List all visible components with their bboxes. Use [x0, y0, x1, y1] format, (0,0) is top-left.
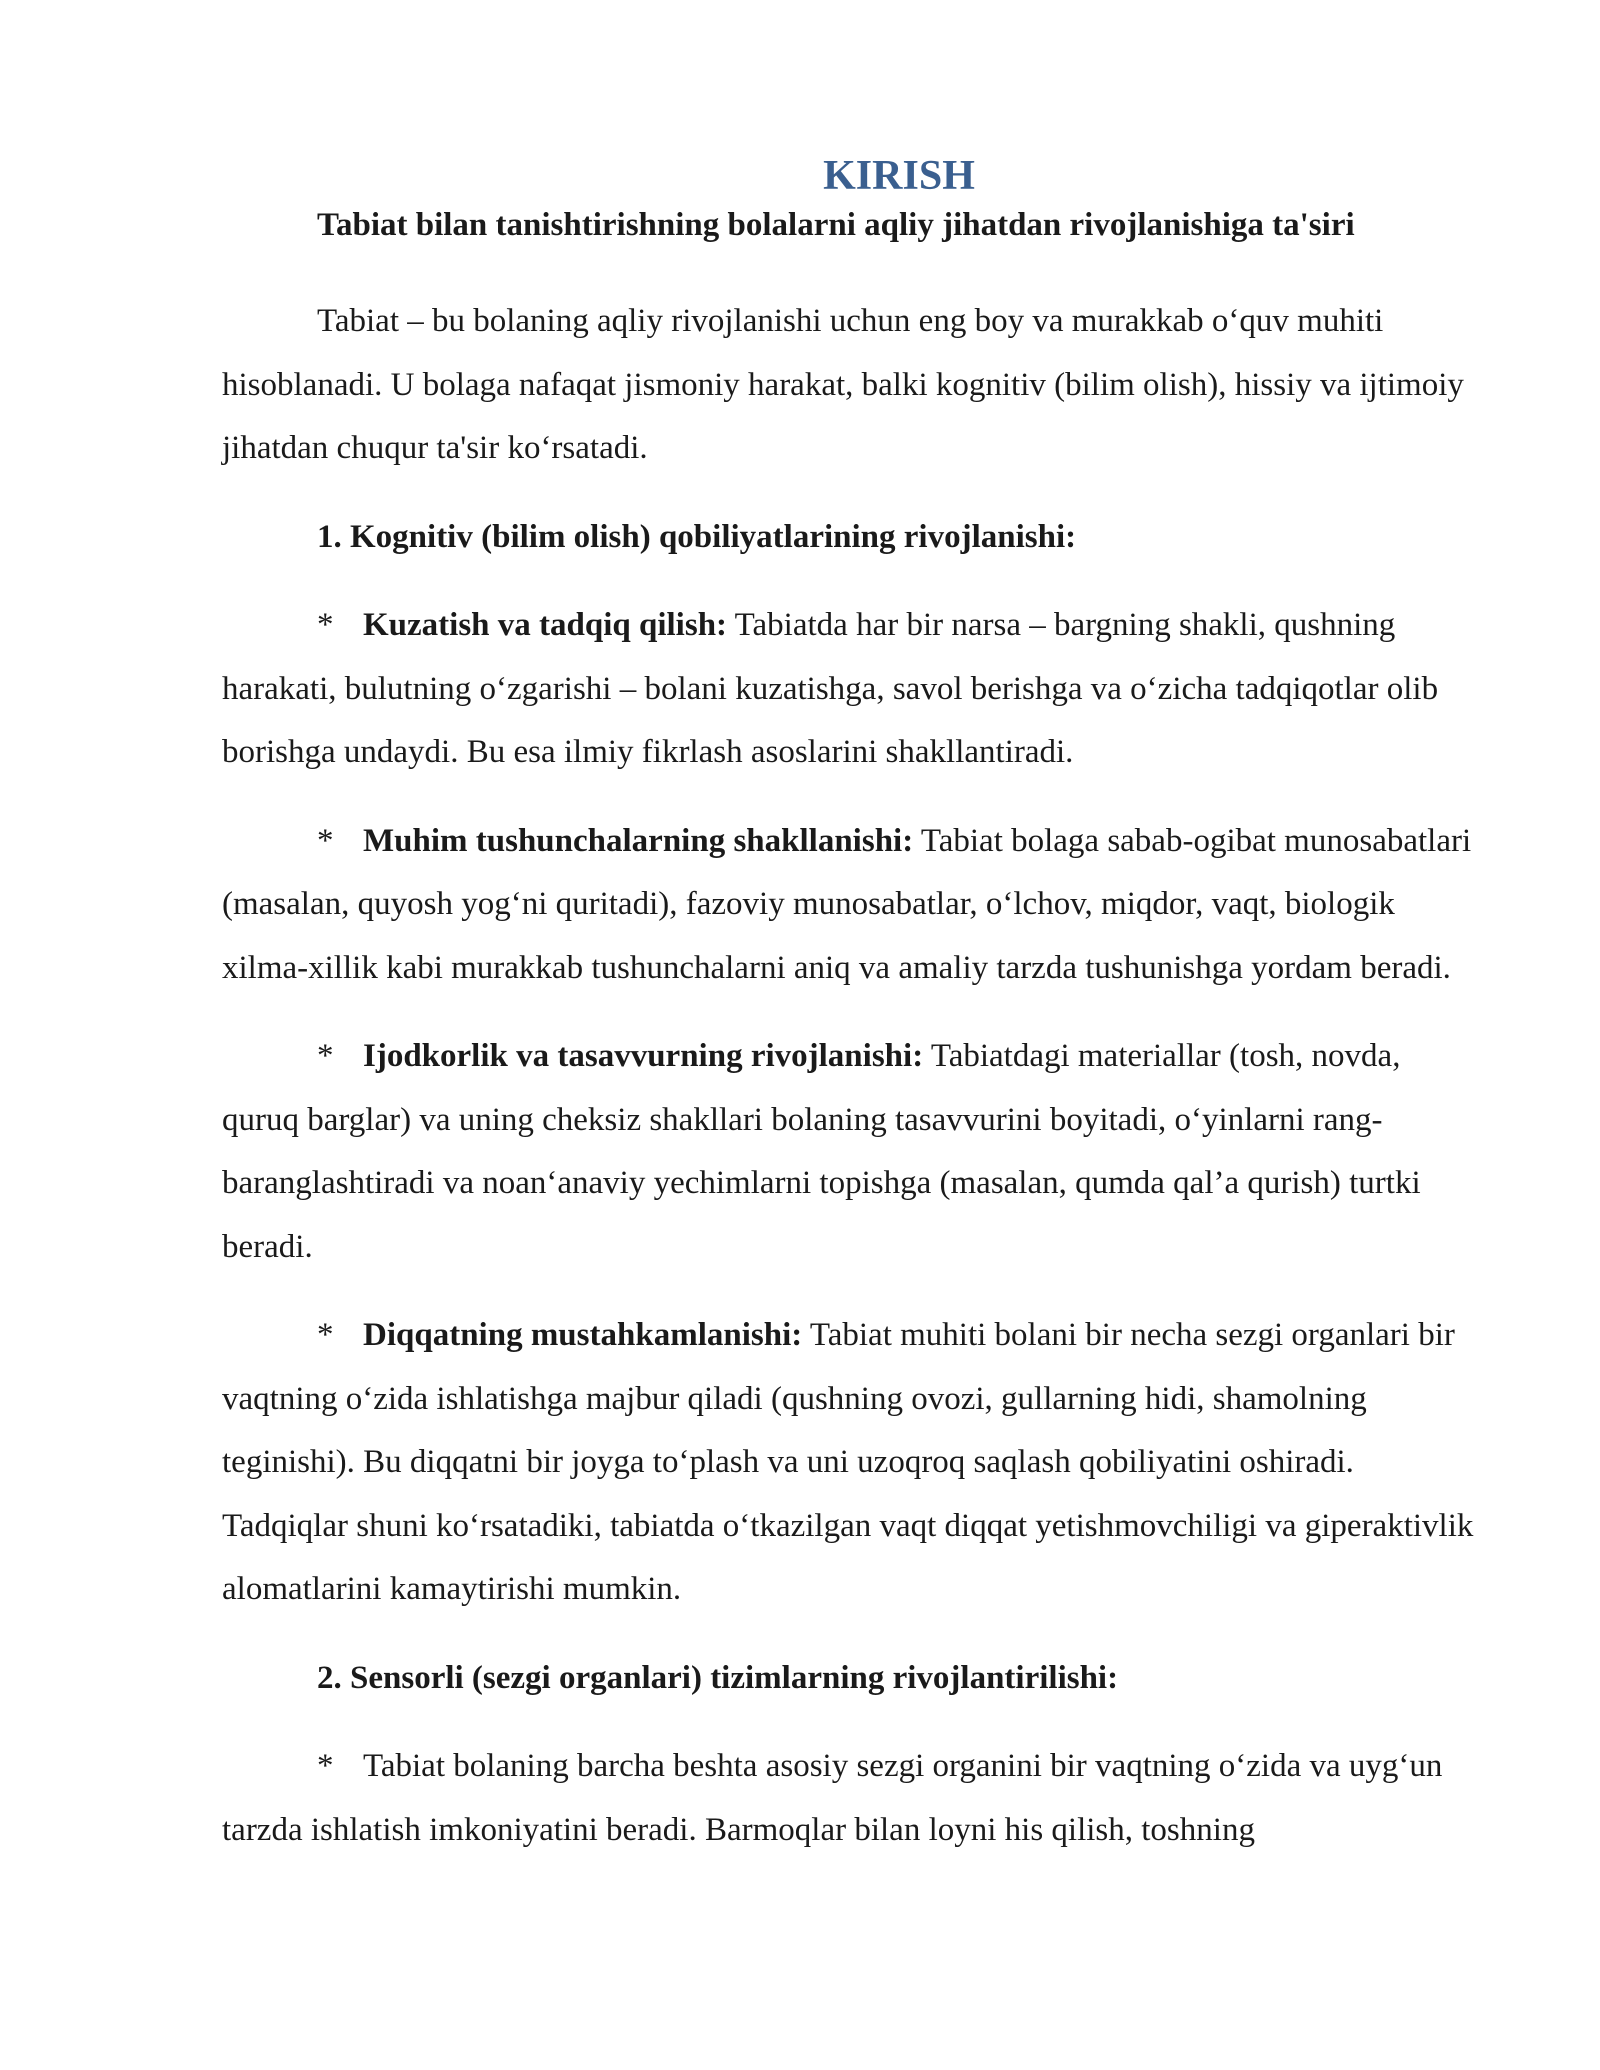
intro-paragraph: Tabiat – bu bolaning aqliy rivojlanishi uchun eng boy va murakkab o‘quv muhiti hisoblanadi. U bolaga nafaqat jismoniy harakat, balki kognitiv (bilim olish), hissiy va ijtimoiy jihatdan chuqur ta'sir ko‘rsatadi. — [222, 303, 1464, 466]
bullet-marker: * — [317, 822, 334, 859]
bullet-marker: * — [317, 1748, 334, 1784]
section-1-item-2 — [222, 810, 1484, 1001]
page-title: KIRISH — [823, 153, 975, 199]
item-term: Kuzatish va tadqiq qilish: — [363, 607, 728, 643]
section-1-item-3 — [222, 1025, 1484, 1279]
bullet-marker: * — [317, 1317, 334, 1353]
item-term: Muhim tushunchalarning shakllanishi: — [363, 822, 914, 859]
section-2-item-1 — [222, 1735, 1484, 1862]
item-term: Diqqatning mustahkamlanishi: — [363, 1317, 803, 1353]
page-subtitle: Tabiat bilan tanishtirishning bolalarni aqliy jihatdan rivojlanishiga ta'siri — [317, 207, 1355, 243]
item-term: Ijodkorlik va tasavvurning rivojlanishi: — [363, 1038, 924, 1074]
item-text: Tabiat bolaning barcha beshta asosiy sezgi organini bir vaqtning o‘zida va uyg‘un tarzda ishlatish imkoniyatini beradi. Barmoqlar bilan loyni his qilish, toshning — [222, 1748, 1443, 1848]
section-1-heading: 1. Kognitiv (bilim olish) qobiliyatlarining rivojlanishi: — [317, 518, 1077, 555]
bullet-marker: * — [317, 607, 334, 643]
document-body — [222, 146, 1484, 1862]
section-2-heading: 2. Sensorli (sezgi organlari) tizimlarning rivojlantirilishi: — [317, 1659, 1119, 1696]
item-text: Tabiat bolaga sabab-ogibat munosabatlari (masalan, quyosh yog‘ni quritadi), fazoviy munosabatlar, o‘lchov, miqdor, vaqt, biologik xilma-xillik kabi murakkab tushunchalarni aniq va amaliy tarzda tushunishga yordam beradi. — [222, 822, 1472, 986]
section-1-item-4 — [222, 1304, 1484, 1622]
item-text: Tabiatdagi materiallar (tosh, novda, quruq barglar) va uning cheksiz shakllari bolaning tasavvurini boyitadi, o‘yinlarni rang-baranglashtiradi va noan‘anaviy yechimlarni topishga (masalan, qumda qal’a qurish) turtki beradi. — [222, 1038, 1421, 1265]
bullet-marker: * — [317, 1038, 334, 1074]
section-1-item-1 — [222, 594, 1484, 785]
item-text: Tabiat muhiti bolani bir necha sezgi organlari bir vaqtning o‘zida ishlatishga majbur qiladi (qushning ovozi, gullarning hidi, shamolning teginishi). Bu diqqatni bir joyga to‘plash va uni uzoqroq saqlash qobiliyatini oshiradi. Tadqiqlar shuni ko‘rsatadiki, tabiatda o‘tkazilgan vaqt diqqat yetishmovchiligi va giperaktivlik alomatlarini kamaytirishi mumkin. — [222, 1317, 1474, 1607]
item-text: Tabiatda har bir narsa – bargning shakli, qushning harakati, bulutning o‘zgarishi – bolani kuzatishga, savol berishga va o‘zicha tadqiqotlar olib borishga undaydi. Bu esa ilmiy fikrlash asoslarini shakllantiradi. — [222, 607, 1439, 770]
